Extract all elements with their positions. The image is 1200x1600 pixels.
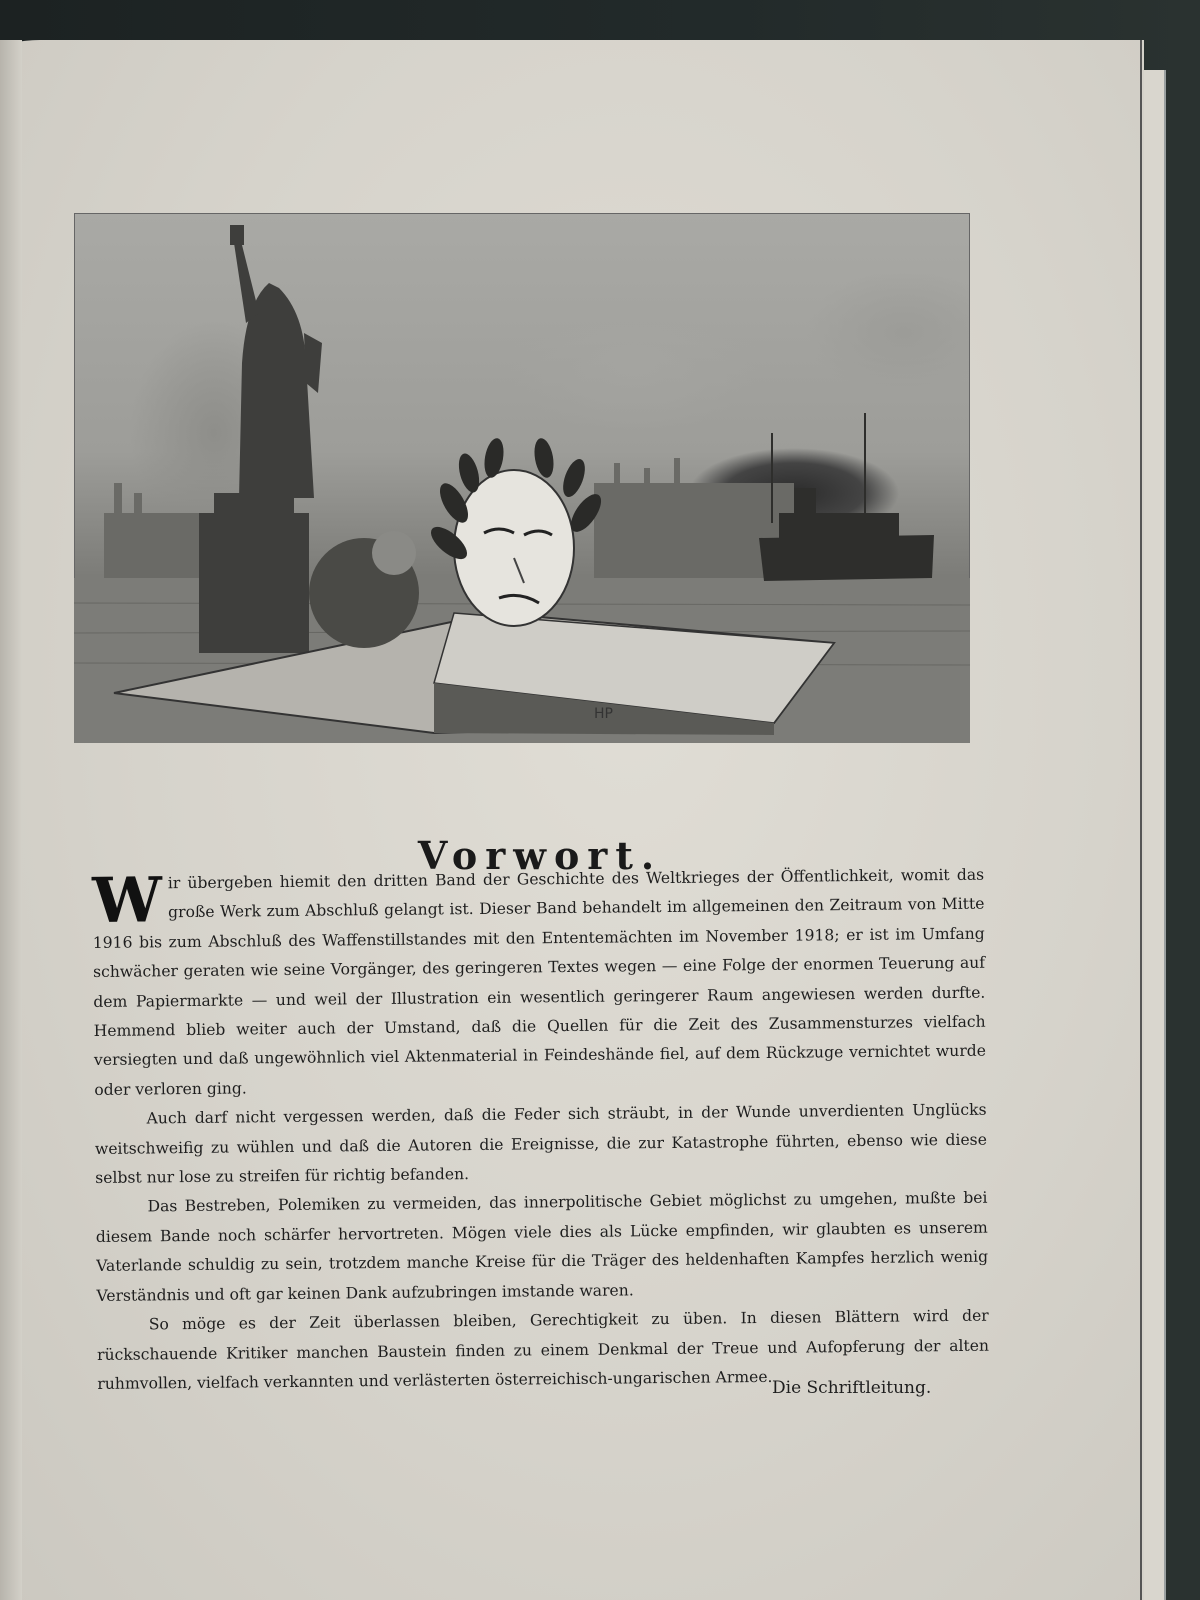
page-title: Vorwort. [417,833,663,879]
paragraph-4: So möge es der Zeit überlassen bleiben, Gerechtigkeit zu üben. In diesen Blättern wird der rückschauende Kritiker manchen Baustein finden zu einem Denkmal der Treue und Aufopferung der alten ruhmvollen, vielfach verkannten und verlästerten österreichisch-ungarischen Armee. [96,1306,990,1393]
paragraph-text: ir übergeben hiemit den dritten Band der Geschichte des Weltkrieges der Öffentlichkeit, womit das große Werk zum Abschluß gelangt ist. Dieser Band behandelt im allgemeinen den Zeitraum von Mitte 1916 bis zum Abschluß des Waffenstillstandes mit den Ententemächten im November 1918; er ist im Umfang schwächer geraten wie seine Vorgänger, des geringeren Textes wegen — eine Folge der enormen Teuerung auf dem Papiermarkte — und weil der Illustration ein wesentlich geringerer Raum angewiesen werden durfte. Hemmend blieb weiter auch der Umstand, daß die Quellen für die Zeit des Zusammensturzes vielfach versiegten und daß ungewöhnlich viel Aktenmaterial in Feindeshände fiel, auf dem Rückzuge vernichtet wurde oder verloren ging. [92,865,987,1099]
statue-of-liberty-icon [199,225,322,653]
paragraph-3: Das Bestreben, Polemiken zu vermeiden, das innerpolitische Gebiet möglichst zu umgehen, mußte bei diesem Bande noch schärfer hervortreten. Mögen viele dies als Lücke empfinden, wir glaubten es unserem Vaterlande schuldig zu sein, trotzdem manche Kreise für die Träger des heldenhaften Kampfes herzlich wenig Verständnis und oft gar keinen Dank aufzubringen imstande waren. [95,1189,989,1305]
header-illustration [74,213,970,743]
preface-body [92,861,989,1400]
engraving-image [74,213,970,743]
monogram-text: HP [594,706,613,722]
drop-cap: W [91,863,163,937]
paragraph-1 [92,861,986,1106]
page-gutter-shadow [0,40,22,1600]
signature: Die Schriftleitung. [772,1378,932,1398]
paragraph-2: Auch darf nicht vergessen werden, daß die Feder sich sträubt, in der Wunde unverdienten Unglücks weitschweifig zu wühlen und daß die Autoren die Ereignisse, die zur Katastrophe führten, ebenso wie diese selbst nur lose zu streifen für richtig befanden. [94,1100,987,1188]
